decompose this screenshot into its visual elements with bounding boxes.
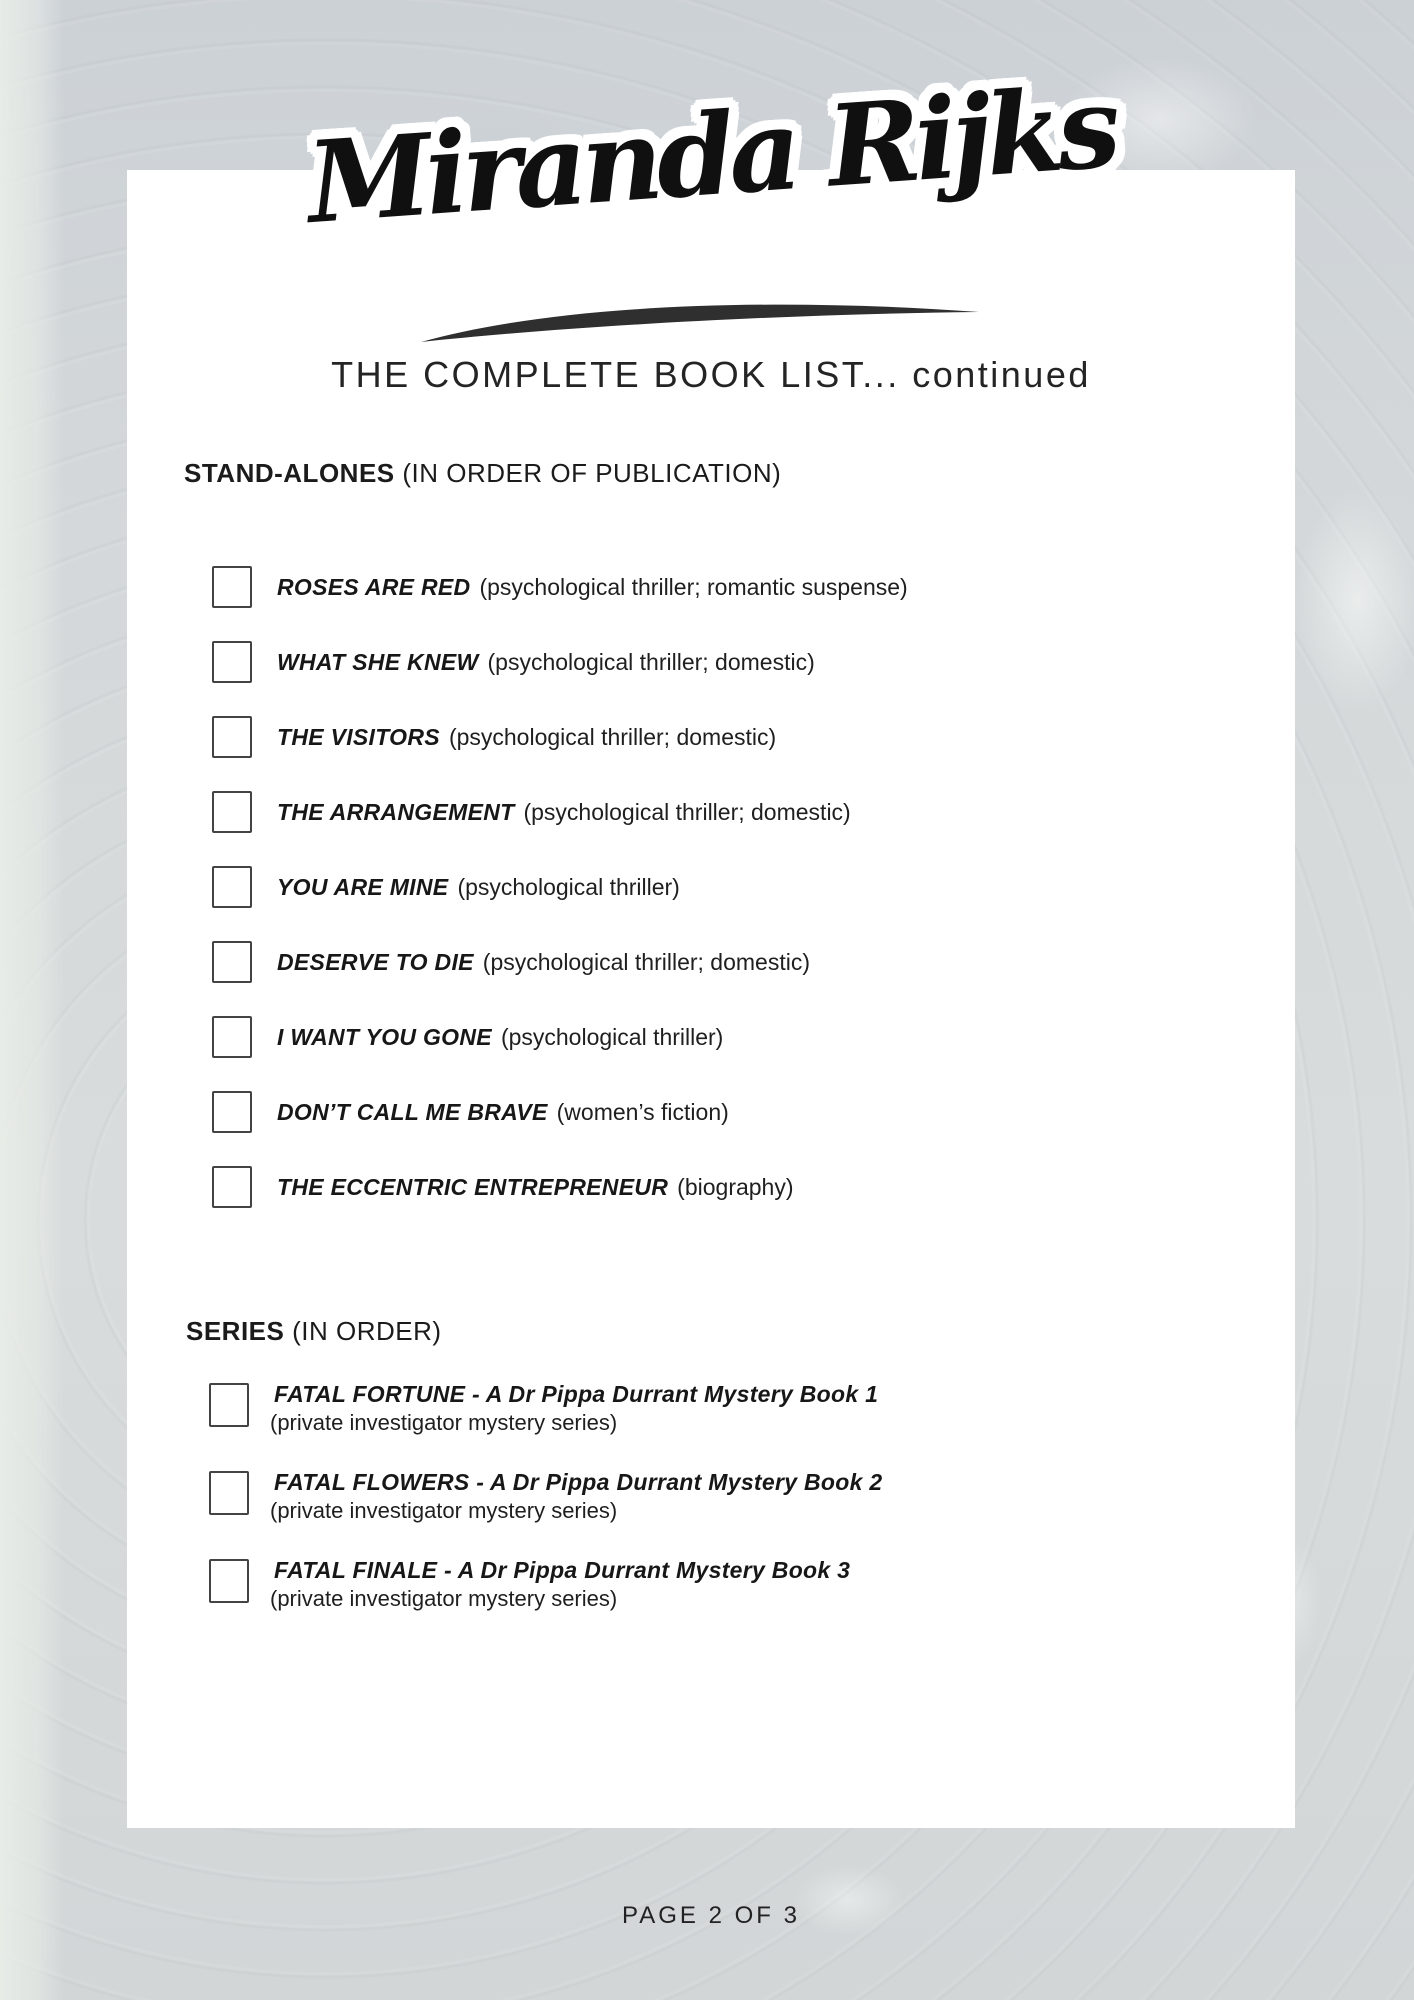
section-header-standalones — [184, 458, 781, 489]
book-genre: (psychological thriller; domestic) — [482, 948, 811, 975]
section-header-bold: STAND-ALONES — [184, 458, 395, 488]
book-line — [277, 649, 815, 676]
book-list-card — [127, 61, 1295, 1828]
book-genre: (psychological thriller) — [500, 1023, 724, 1050]
book-line — [277, 874, 680, 901]
checkbox[interactable] — [212, 1166, 252, 1208]
book-line — [270, 1556, 851, 1613]
brand-logo: Miranda Rijks — [303, 61, 1119, 250]
book-title: DON’T CALL ME BRAVE — [277, 1098, 548, 1125]
book-line — [270, 1380, 879, 1437]
checkbox[interactable] — [212, 866, 252, 908]
book-title: YOU ARE MINE — [277, 873, 449, 900]
book-title: DESERVE TO DIE — [277, 948, 474, 975]
book-list-item — [209, 1556, 883, 1613]
book-line — [270, 1468, 883, 1525]
checkbox[interactable] — [209, 1471, 249, 1515]
checkbox[interactable] — [212, 566, 252, 608]
book-title: FATAL FINALE - A Dr Pippa Durrant Mystery Book 3 — [274, 1557, 851, 1583]
book-line — [277, 949, 810, 976]
checkbox[interactable] — [212, 641, 252, 683]
book-title: FATAL FLOWERS - A Dr Pippa Durrant Mystery Book 2 — [274, 1469, 883, 1495]
book-list-item — [212, 641, 908, 683]
book-line — [277, 1099, 729, 1126]
book-title: THE ARRANGEMENT — [277, 798, 515, 825]
book-list-item — [212, 1016, 908, 1058]
book-genre: (women’s fiction) — [556, 1098, 729, 1125]
checkbox[interactable] — [209, 1383, 249, 1427]
book-line — [277, 799, 851, 826]
standalone-book-list — [212, 566, 908, 1208]
book-list-item — [212, 1091, 908, 1133]
book-line — [277, 1024, 723, 1051]
book-genre: (private investigator mystery series) — [270, 1586, 618, 1611]
book-genre: (psychological thriller; domestic) — [487, 648, 815, 675]
book-line — [277, 574, 908, 601]
book-list-item — [212, 716, 908, 758]
book-genre: (private investigator mystery series) — [270, 1410, 618, 1435]
book-list-item — [209, 1468, 883, 1525]
book-genre: (psychological thriller) — [457, 873, 680, 900]
book-list-item — [212, 566, 908, 608]
book-line — [277, 1174, 794, 1201]
page-number: PAGE 2 OF 3 — [622, 1902, 800, 1929]
book-title: ROSES ARE RED — [277, 573, 471, 600]
book-list-item — [209, 1380, 883, 1437]
book-genre: (psychological thriller; domestic) — [523, 798, 851, 825]
book-list-item — [212, 1166, 908, 1208]
swoosh-underline-icon — [419, 298, 985, 346]
checkbox[interactable] — [212, 941, 252, 983]
checkbox[interactable] — [212, 1091, 252, 1133]
book-list-item — [212, 866, 908, 908]
book-genre: (private investigator mystery series) — [270, 1498, 618, 1523]
series-book-list — [209, 1380, 883, 1613]
checkbox[interactable] — [212, 1016, 252, 1058]
book-title: I WANT YOU GONE — [277, 1023, 492, 1050]
checkbox[interactable] — [212, 791, 252, 833]
book-list-item — [212, 791, 908, 833]
book-title: THE ECCENTRIC ENTREPRENEUR — [277, 1173, 669, 1200]
book-genre: (biography) — [677, 1173, 794, 1200]
page-title: THE COMPLETE BOOK LIST... continued — [331, 354, 1091, 395]
section-header-series — [186, 1316, 442, 1347]
book-title: THE VISITORS — [277, 723, 440, 750]
book-genre: (psychological thriller; romantic suspense) — [479, 573, 908, 600]
checkbox[interactable] — [209, 1559, 249, 1603]
book-title: WHAT SHE KNEW — [277, 648, 479, 675]
section-header-bold: SERIES — [186, 1316, 285, 1346]
book-title: FATAL FORTUNE - A Dr Pippa Durrant Mystery Book 1 — [274, 1381, 879, 1407]
book-genre: (psychological thriller; domestic) — [448, 723, 777, 750]
section-header-rest: (IN ORDER) — [292, 1316, 442, 1346]
checkbox[interactable] — [212, 716, 252, 758]
section-header-rest: (IN ORDER OF PUBLICATION) — [402, 458, 782, 488]
book-line — [277, 724, 776, 751]
book-list-item — [212, 941, 908, 983]
